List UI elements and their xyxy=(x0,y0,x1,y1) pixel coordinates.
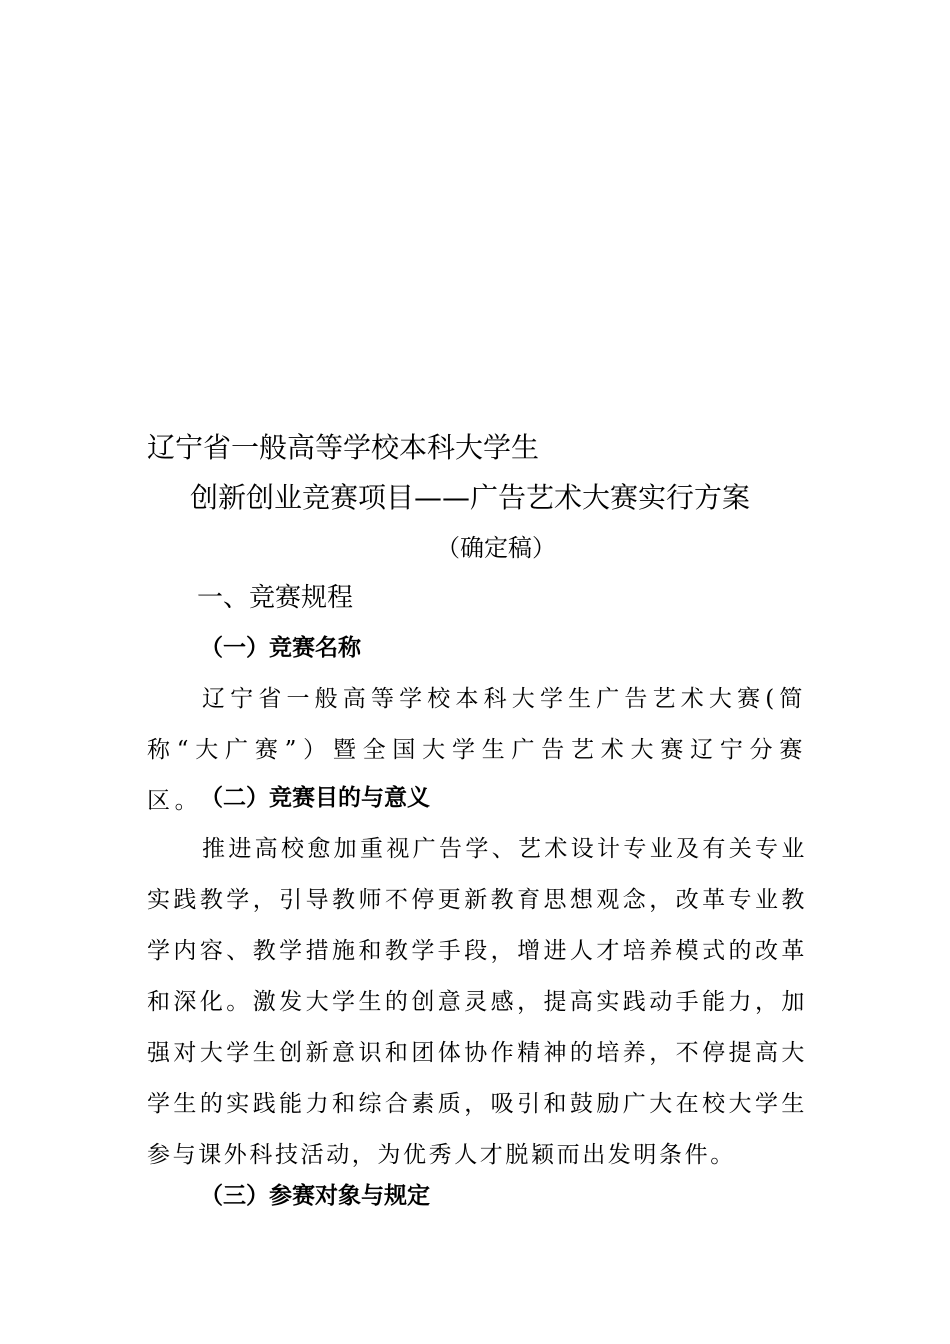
paragraph-purpose: 推进高校愈加重视广告学、艺术设计专业及有关专业实践教学，引导教师不停更新教育思想观念，改革专业教学内容、教学措施和教学手段，增进人才培养模式的改革和深化。激发大学生的创意灵感，提高实践动手能力，加强对大学生创新意识和团体协作精神的培养，不停提高大学生的实践能力和综合素质，吸引和鼓励广大在校大学生参与课外科技活动，为优秀人才脱颖而出发明条件。 xyxy=(147,836,807,1168)
section-heading-rules: 一、竞赛规程 xyxy=(197,583,354,613)
document-title-line1: 辽宁省一般高等学校本科大学生 xyxy=(147,431,540,464)
document-title-status: （确定稿） xyxy=(436,534,556,562)
subsection-heading-purpose: （二）竞赛目的与意义 xyxy=(200,784,430,811)
paragraph-competition-name: 辽宁省一般高等学校本科大学生广告艺术大赛(简称“大广赛”）暨全国大学生广告艺术大赛辽宁分赛区。 xyxy=(147,686,807,814)
subsection-heading-participants: （三）参赛对象与规定 xyxy=(200,1182,430,1209)
subsection-heading-name: （一）竞赛名称 xyxy=(200,634,361,661)
document-title-line2: 创新创业竞赛项目——广告艺术大赛实行方案 xyxy=(190,481,751,514)
